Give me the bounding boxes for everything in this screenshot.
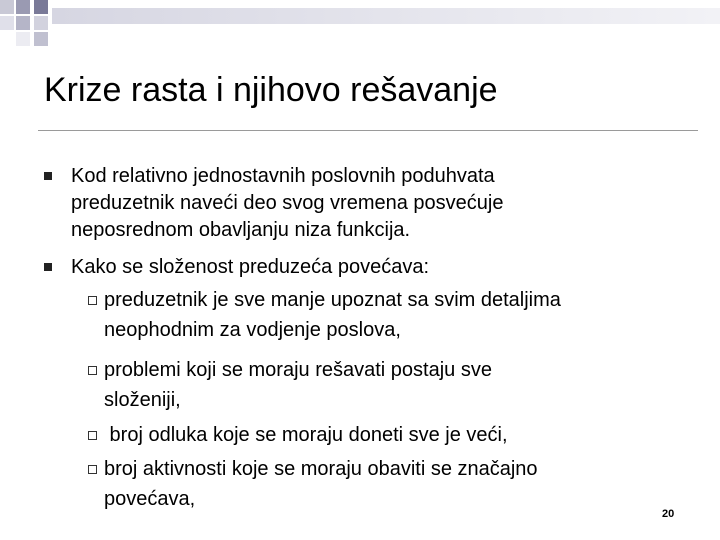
checkbox-square-icon (88, 296, 97, 305)
checkbox-square-icon (88, 431, 97, 440)
slide-title: Krize rasta i njihovo rešavanje (44, 71, 498, 109)
checkbox-square-icon (88, 465, 97, 474)
sub-bullet-3-line-1: broj odluka koje se moraju doneti sve je veći, (104, 424, 508, 446)
sub-bullet-2-line-2: složeniji, (104, 389, 181, 411)
sub-bullet-2-line-1: problemi koji se moraju rešavati postaju sve (104, 359, 492, 381)
checkbox-square-icon (88, 366, 97, 375)
sub-bullet-1-line-2: neophodnim za vodjenje poslova, (104, 319, 401, 341)
header-decoration (0, 0, 720, 50)
sub-bullet-4-line-1: broj aktivnosti koje se moraju obaviti se značajno (104, 458, 538, 480)
bullet-1-line-1: Kod relativno jednostavnih poslovnih poduhvata (71, 165, 495, 187)
bullet-marker (44, 263, 52, 271)
bullet-1-line-2: preduzetnik naveći deo svog vremena posvećuje (71, 192, 504, 214)
title-divider (38, 130, 698, 131)
sub-bullet-1-line-1: preduzetnik je sve manje upoznat sa svim detaljima (104, 289, 561, 311)
page-number: 20 (662, 508, 675, 520)
bullet-marker (44, 172, 52, 180)
bullet-1-line-3: neposrednom obavljanju niza funkcija. (71, 219, 411, 241)
bullet-2-line-1: Kako se složenost preduzeća povećava: (71, 256, 429, 278)
sub-bullet-4-line-2: povećava, (104, 488, 196, 510)
